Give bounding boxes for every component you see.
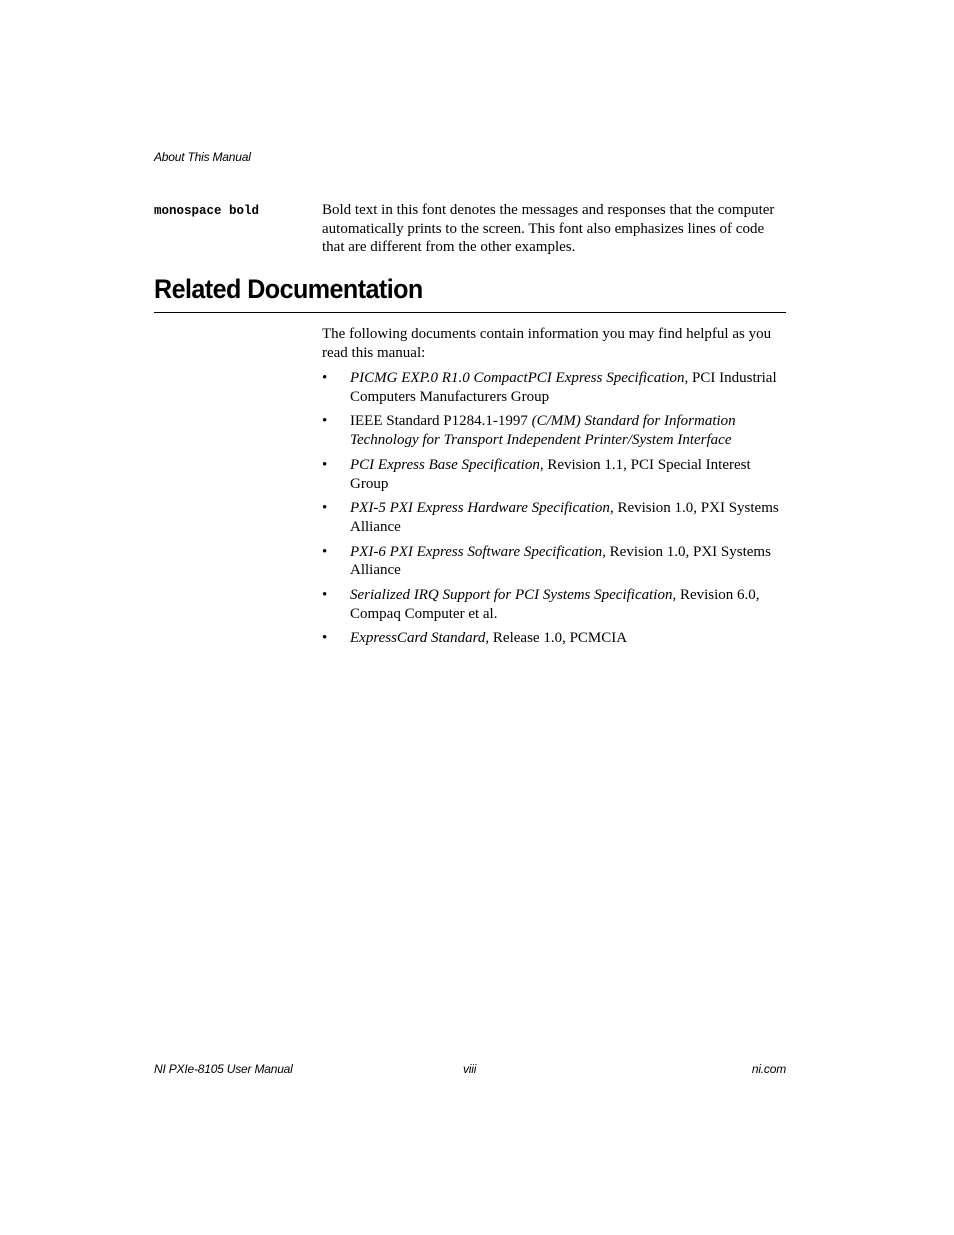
bullet-icon: • [322,370,328,386]
bullet-icon: • [322,630,328,647]
list-item: • PXI-6 PXI Express Software Specification, Revision 1.0, PXI Systems Alliance [322,543,771,579]
section-title: Related Documentation [154,274,423,304]
footer-website: ni.com [751,1062,786,1076]
list-item: • IEEE Standard P1284.1-1997 (C/MM) Standard for Information Technology for Transport Independent Printer/System Interface [322,413,736,449]
convention-term: monospace bold [154,204,260,218]
section-divider [154,312,786,313]
list-item: • ExpressCard Standard, Release 1.0, PCMCIA [322,630,628,647]
document-title: PICMG EXP.0 R1.0 CompactPCI Express Specification [350,370,685,386]
document-title: PXI-6 PXI Express Software Specification [350,543,603,560]
footer-manual-name: NI PXIe-8105 User Manual [154,1062,293,1076]
list-item: • PICMG EXP.0 R1.0 CompactPCI Express Specification, PCI Industrial Computers Manufacturers Group [322,370,777,405]
document-title: ExpressCard Standard [350,630,486,647]
list-item: • PCI Express Base Specification, Revision 1.1, PCI Special Interest Group [322,456,751,492]
list-item: • PXI-5 PXI Express Hardware Specification, Revision 1.0, PXI Systems Alliance [322,500,779,535]
section-intro: The following documents contain information you may find helpful as you read this manual: [322,326,772,361]
footer-page-number: viii [463,1062,477,1076]
document-title: PXI-5 PXI Express Hardware Specification [350,500,610,517]
bullet-icon: • [322,587,328,604]
document-title: Serialized IRQ Support for PCI Systems Specification [350,587,673,604]
bullet-icon: • [322,543,328,560]
bullet-icon: • [322,456,328,473]
bullet-icon: • [322,500,328,517]
bullet-icon: • [322,413,328,430]
related-documents-list [322,369,788,654]
convention-description: Bold text in this font denotes the messages and responses that the computer automatically prints to the screen. This font also emphasizes lines of code that are different from the other examples. [322,202,775,256]
document-title: PCI Express Base Specification [350,456,540,473]
document-title: (C/MM) Standard for Information Technology for Transport Independent Printer/System Interface [350,413,736,449]
list-item: • Serialized IRQ Support for PCI Systems Specification, Revision 6.0, Compaq Computer et al. [322,587,760,622]
running-header: About This Manual [154,150,251,164]
